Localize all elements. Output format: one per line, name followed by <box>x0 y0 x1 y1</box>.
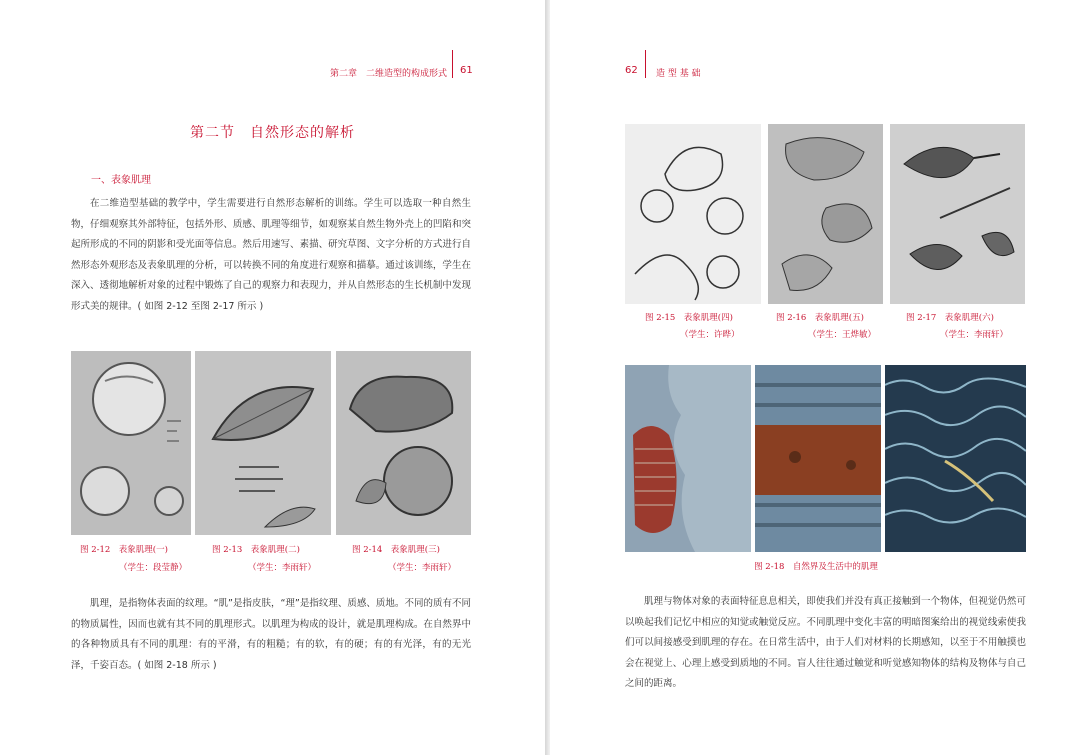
figure-2-15-credit: （学生：许晔） <box>680 330 740 340</box>
figure-2-16-credit: （学生：王烨敏） <box>808 330 877 340</box>
running-header-chapter: 第二章 二维造型的构成形式 <box>330 69 448 79</box>
subheading: 一、表象肌理 <box>91 175 151 186</box>
figure-2-15-image <box>625 124 761 304</box>
figure-2-18-rusted-metal-image <box>755 365 881 552</box>
header-divider <box>452 50 453 78</box>
section-title: 第二节 自然形态的解析 <box>190 125 355 141</box>
figure-2-12-credit: （学生：段莹静） <box>119 563 188 573</box>
figure-2-13-caption: 图 2-13 表象肌理(二) <box>212 545 300 555</box>
figure-2-12-image <box>71 351 191 535</box>
figure-2-18-caption: 图 2-18 自然界及生活中的肌理 <box>754 562 878 572</box>
figure-2-18-brick-wall-image <box>625 365 751 552</box>
paragraph-texture: 肌理，是指物体表面的纹理。“肌”是指皮肤，“理”是指纹理、质感、质地。不同的质有不同的物质属性，因而也就有其不同的肌理形式。以肌理为构成的设计，就是肌理构成。在自然界中的各种物质具有不同的肌理：有的平滑，有的粗糙；有的软，有的硬；有的有光泽，有的无光泽，千姿百态。( 如图 2-18 所示 ) <box>71 598 471 671</box>
figure-2-16-image <box>768 124 883 304</box>
figure-2-14-caption: 图 2-14 表象肌理(三) <box>352 545 440 555</box>
running-header-book: 造 型 基 础 <box>656 69 701 79</box>
paragraph-perception: 肌理与物体对象的表面特征息息相关，即使我们并没有真正接触到一个物体，但视觉仍然可以唤起我们记忆中相应的知觉或触觉反应。不同肌理中变化丰富的明暗图案给出的视觉线索使我们可以间接感受到肌理的存在。在日常生活中，由于人们对材料的长期感知，以至于不用触摸也会在视觉上、心理上感受到质地的不同。盲人往往通过触觉和听觉感知物体的结构及物体与自己之间的距离。 <box>625 596 1026 690</box>
figure-2-14-image <box>336 351 471 535</box>
figure-2-15-caption: 图 2-15 表象肌理(四) <box>645 313 733 323</box>
paragraph-intro: 在二维造型基础的教学中，学生需要进行自然形态解析的训练。学生可以选取一种自然生物，仔细观察其外部特征，包括外形、质感、肌理等细节，如观察某自然生物外壳上的凹陷和突起所形成的不同的阴影和受光面等信息。然后用速写、素描、研究草图、文字分析的方式进行自然形态外观形态及表象肌理的分析，可以转换不同的角度进行观察和描摹。通过该训练，学生在深入、透彻地解析对象的过程中锻炼了自己的观察力和表现力，并从自然形态的生长机制中发现形式美的规律。( 如图 2-12 至图 2-17 所示 ) <box>71 198 471 312</box>
figure-2-17-image <box>890 124 1025 304</box>
figure-2-17-credit: （学生：李雨轩） <box>940 330 1009 340</box>
figure-2-14-credit: （学生：李雨轩） <box>388 563 457 573</box>
figure-2-16-caption: 图 2-16 表象肌理(五) <box>776 313 864 323</box>
figure-2-17-caption: 图 2-17 表象肌理(六) <box>906 313 994 323</box>
page-number-left: 61 <box>460 65 473 76</box>
header-divider <box>645 50 646 78</box>
figure-2-13-image <box>195 351 331 535</box>
figure-2-12-caption: 图 2-12 表象肌理(一) <box>80 545 168 555</box>
page-number-right: 62 <box>625 65 638 76</box>
figure-2-18-water-image <box>885 365 1026 552</box>
figure-2-13-credit: （学生：李雨轩） <box>248 563 317 573</box>
